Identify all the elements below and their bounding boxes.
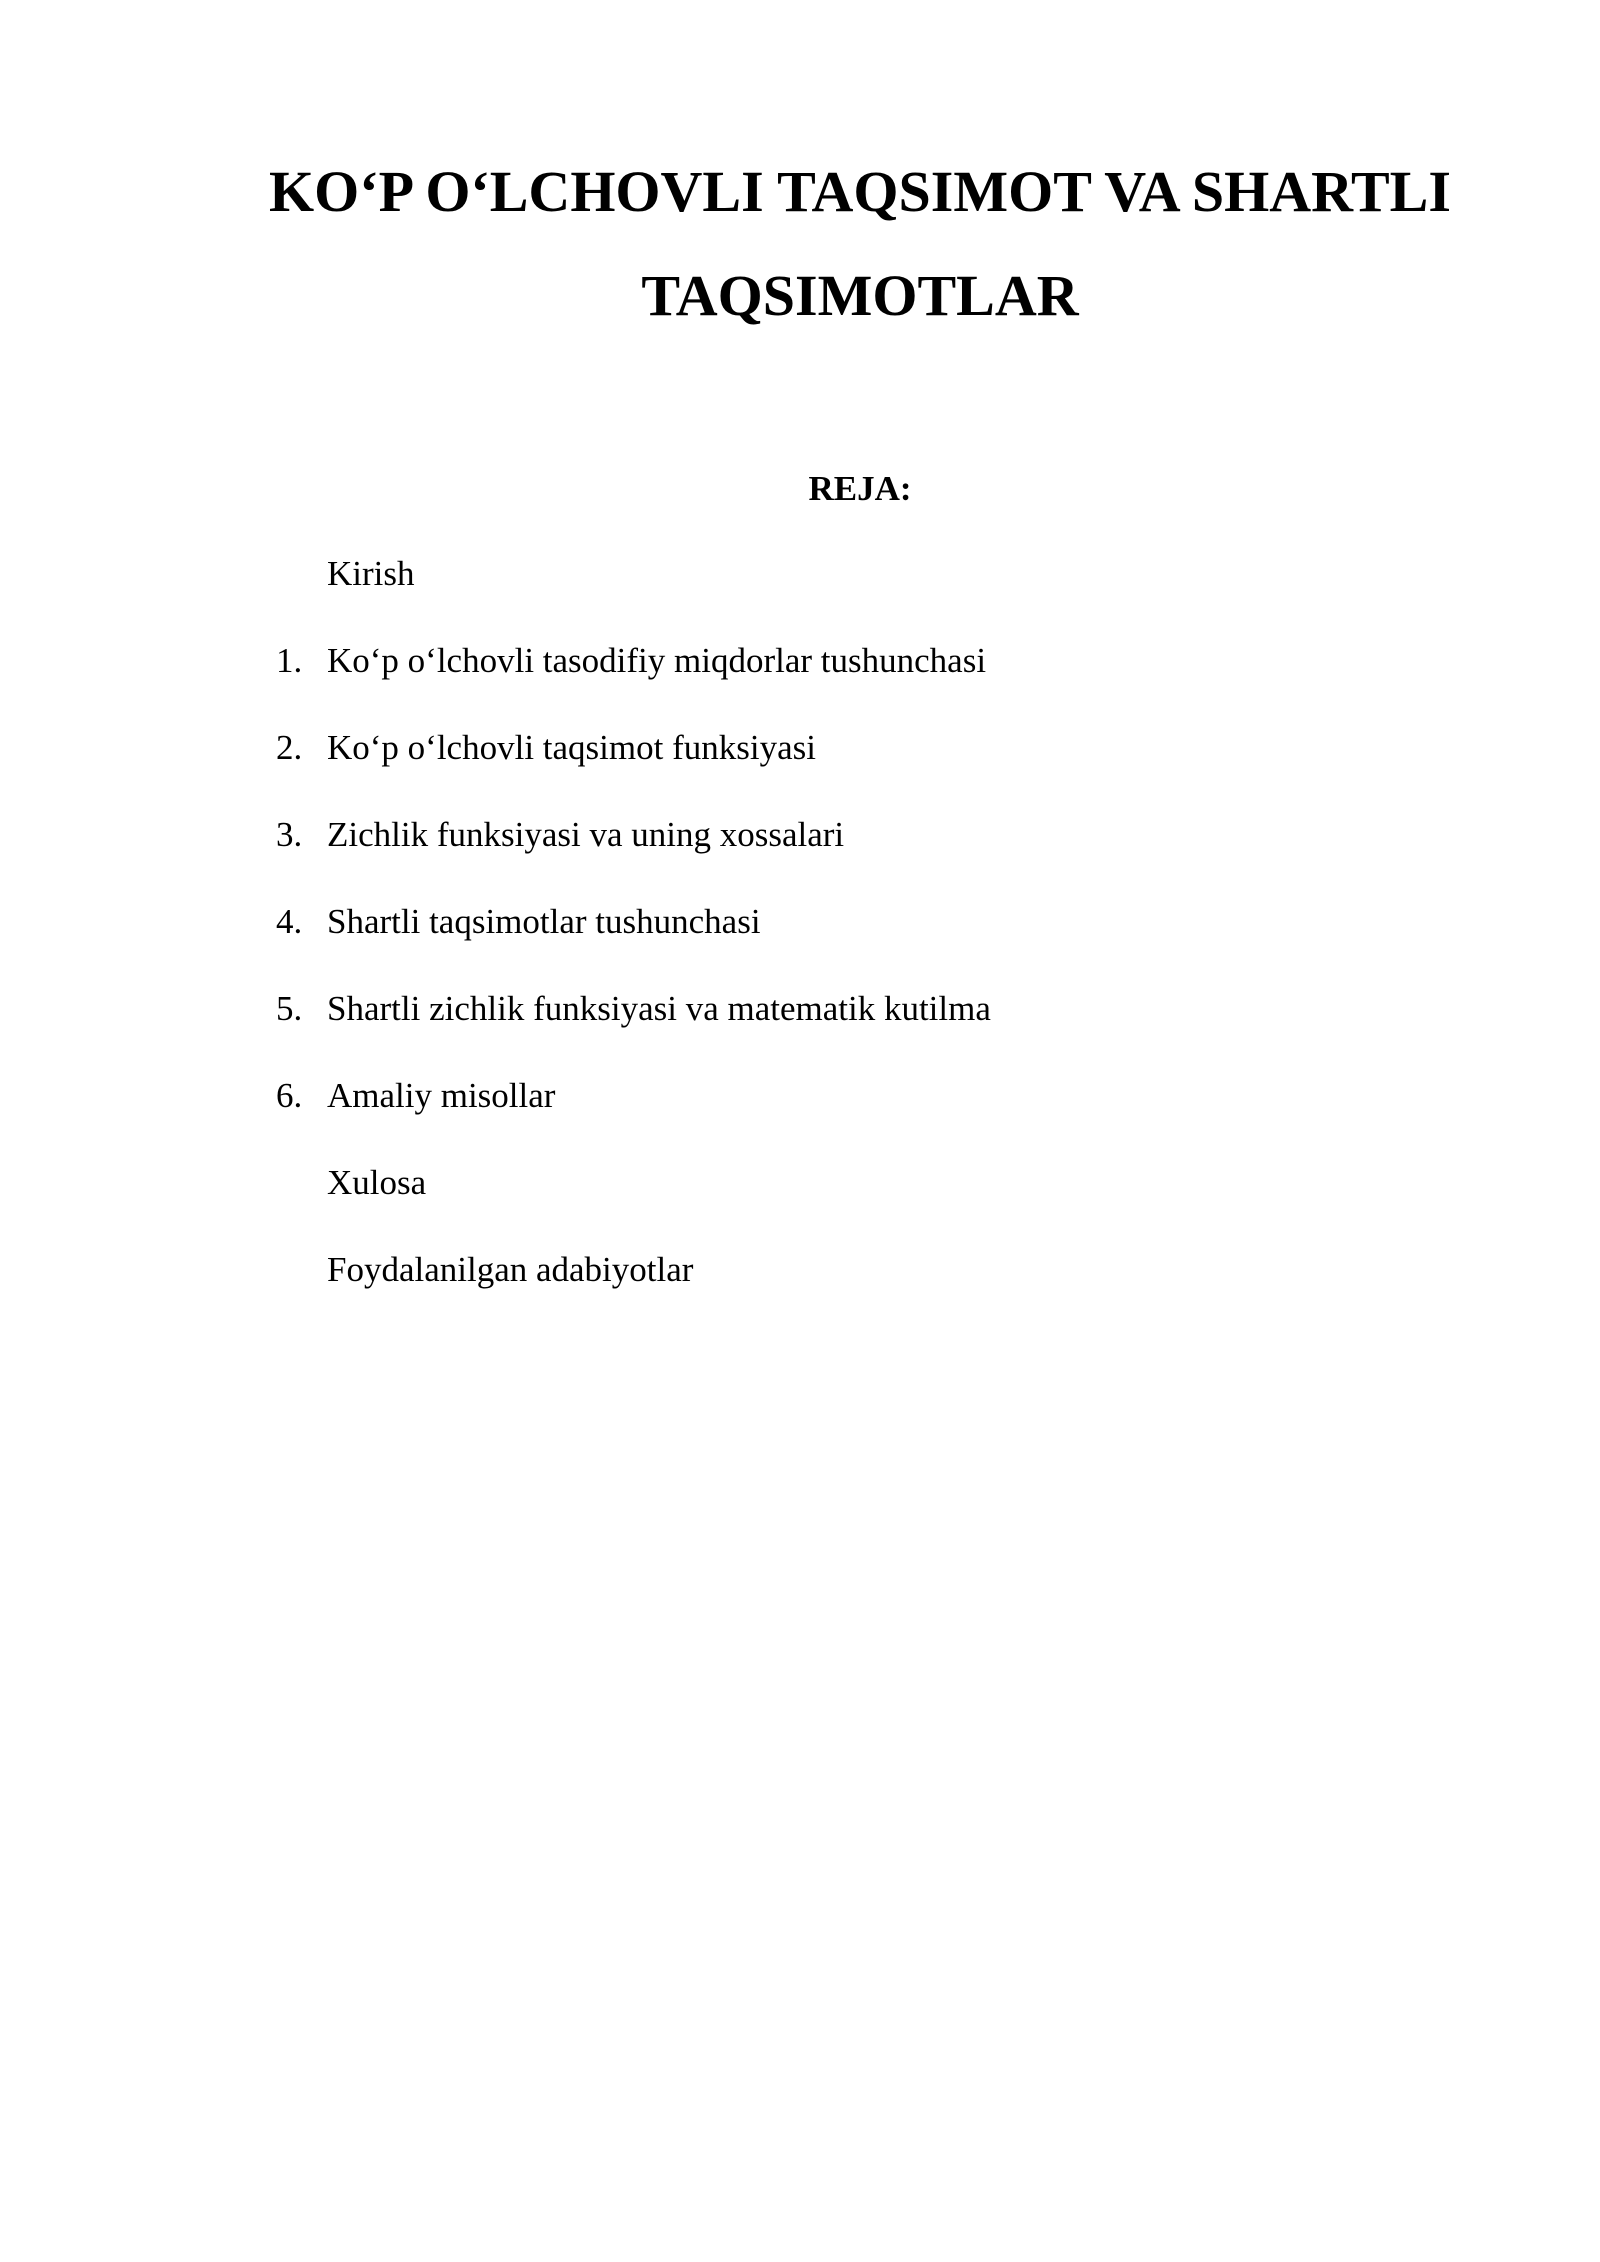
plan-item-number: 3. <box>276 815 303 854</box>
plan-item <box>0 985 1600 1072</box>
plan-item-number: 1. <box>276 641 303 680</box>
plan-item-text: Foydalanilgan adabiyotlar <box>327 1250 694 1289</box>
plan-item-text: Amaliy misollar <box>327 1076 556 1115</box>
document-title <box>250 140 1470 348</box>
plan-item-text: Shartli zichlik funksiyasi va matematik kutilma <box>327 989 991 1028</box>
plan-item-number: 6. <box>276 1076 303 1115</box>
plan-item <box>0 724 1600 811</box>
plan-item-number: 4. <box>276 902 303 941</box>
title-line-1: KO‘P O‘LCHOVLI TAQSIMOT VA SHARTLI <box>269 159 1451 224</box>
plan-item-number: 5. <box>276 989 303 1028</box>
plan-heading: REJA: <box>808 469 912 508</box>
plan-item <box>0 637 1600 724</box>
plan-item-text: Xulosa <box>327 1163 427 1202</box>
plan-item <box>0 811 1600 898</box>
plan-item <box>0 898 1600 985</box>
plan-item-text: Zichlik funksiyasi va uning xossalari <box>327 815 845 854</box>
plan-list <box>0 550 1600 1333</box>
plan-item-text: Ko‘p o‘lchovli taqsimot funksiyasi <box>327 728 816 767</box>
plan-item <box>0 550 1600 637</box>
plan-item <box>0 1072 1600 1159</box>
plan-item-number: 2. <box>276 728 303 767</box>
plan-item <box>0 1246 1600 1333</box>
plan-item-text: Kirish <box>327 554 415 593</box>
title-line-2: TAQSIMOTLAR <box>641 263 1079 328</box>
plan-item-text: Shartli taqsimotlar tushunchasi <box>327 902 761 941</box>
plan-item <box>0 1159 1600 1246</box>
plan-item-text: Ko‘p o‘lchovli tasodifiy miqdorlar tushunchasi <box>327 641 987 680</box>
